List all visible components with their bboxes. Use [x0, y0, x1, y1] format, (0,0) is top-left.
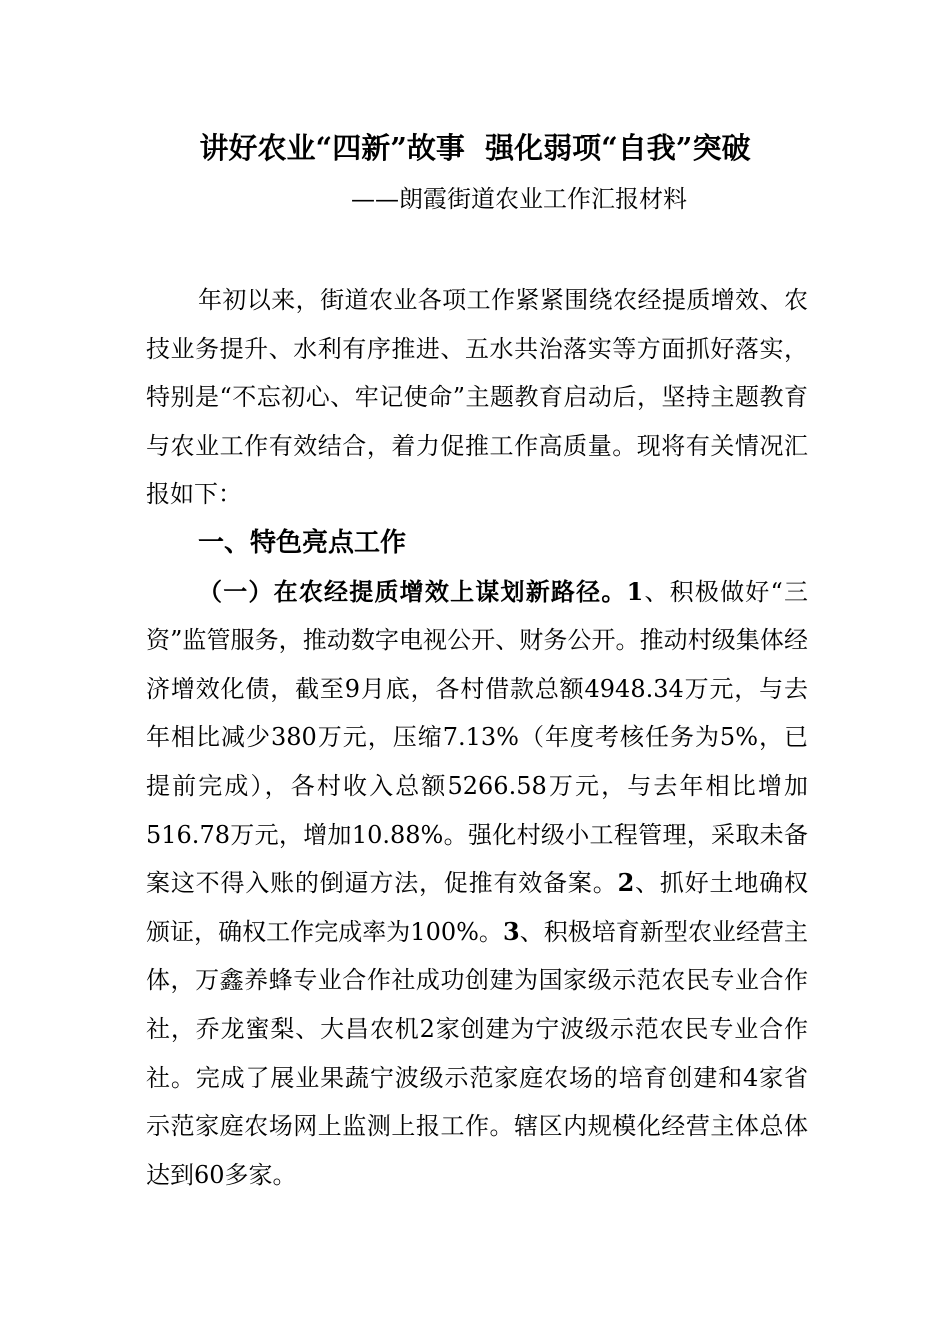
item-text-2: 、抓好土地确权颁证，确权工作完成率为100%。 [146, 869, 808, 946]
item-number-1: 1 [626, 576, 644, 606]
intro-paragraph: 年初以来，街道农业各项工作紧紧围绕农经提质增效、农技业务提升、水利有序推进、五水共治落实等方面抓好落实，特别是“不忘初心、牢记使命”主题教育启动后，坚持主题教育与农业工作有效结合，着力促推工作高质量。现将有关情况汇报如下： [146, 286, 808, 509]
document-subtitle: ——朗霞街道农业工作汇报材料 [351, 185, 687, 213]
item-number-2: 2 [617, 868, 635, 898]
section-heading-1: 一、特色亮点工作 [198, 527, 407, 558]
document-body [146, 276, 808, 1199]
document-title: 讲好农业“四新”故事 强化弱项“自我”突破 [199, 131, 751, 165]
item-text-1: 、积极做好“三资”监管服务，推动数字电视公开、财务公开。推动村级集体经济增效化债，截至9月底，各村借款总额4948.34万元，与去年相比减少380万元，压缩7.13%（年度考核任务为5%，已提前完成），各村收入总额5266.58万元，与去年相比增加516.78万元，增加10.88%。强化村级小工程管理，采取未备案这不得入账的倒逼方法，促推有效备案。 [146, 577, 808, 898]
subsection-heading-1: （一）在农经提质增效上谋划新路径。 [198, 576, 627, 606]
subsection-paragraph-1 [146, 568, 808, 1200]
item-text-3: 、积极培育新型农业经营主体，万鑫养蜂专业合作社成功创建为国家级示范农民专业合作社，乔龙蜜梨、大昌农机2家创建为宁波级示范农民专业合作社。完成了展业果蔬宁波级示范家庭农场的培育创建和4家省示范家庭农场网上监测上报工作。辖区内规模化经营主体总体达到60多家。 [146, 917, 808, 1189]
item-number-3: 3 [502, 916, 520, 946]
